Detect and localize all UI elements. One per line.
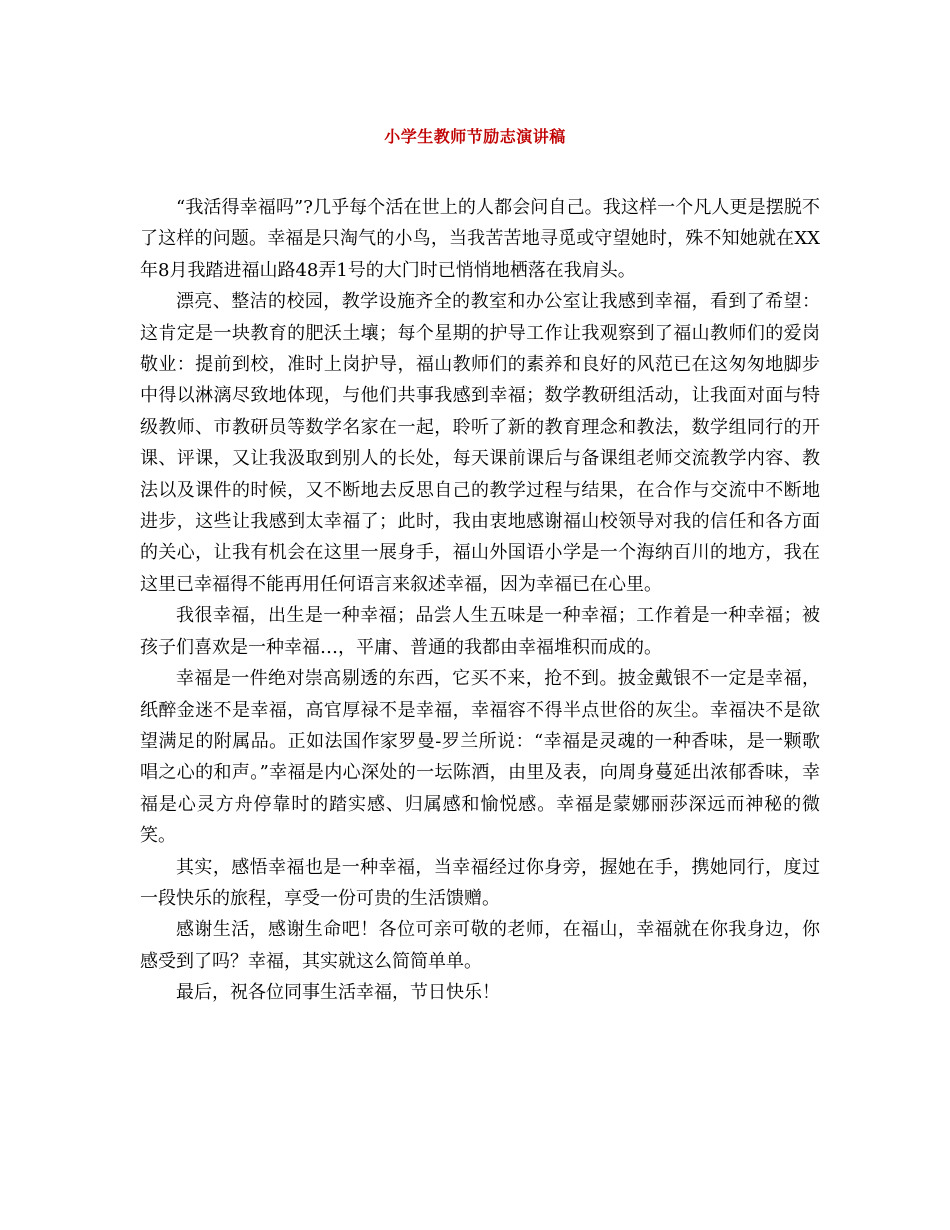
paragraph-5: 其实，感悟幸福也是一种幸福，当幸福经过你身旁，握她在手，携她同行，度过一段快乐的旅程，享受一份可贵的生活馈赠。 <box>140 856 820 909</box>
paragraph-3: 我很幸福，出生是一种幸福；品尝人生五味是一种幸福；工作着是一种幸福；被孩子们喜欢是一种幸福…，平庸、普通的我都由幸福堆积而成的。 <box>140 605 820 658</box>
paragraph-6: 感谢生活，感谢生命吧！各位可亲可敬的老师，在福山，幸福就在你我身边，你感受到了吗？幸福，其实就这么简简单单。 <box>140 919 820 972</box>
document-title: 小学生教师节励志演讲稿 <box>384 127 566 146</box>
document-body <box>140 192 820 1009</box>
paragraph-1: “我活得幸福吗”?几乎每个活在世上的人都会问自己。我这样一个凡人更是摆脱不了这样的问题。幸福是只淘气的小鸟，当我苦苦地寻觅或守望她时，殊不知她就在XX年8月我踏进福山路48弄1号的大门时已悄悄地栖落在我肩头。 <box>140 197 820 281</box>
paragraph-4: 幸福是一件绝对崇高剔透的东西，它买不来，抢不到。披金戴银不一定是幸福，纸醉金迷不是幸福，高官厚禄不是幸福，幸福容不得半点世俗的灰尘。幸福决不是欲望满足的附属品。正如法国作家罗曼-罗兰所说：“幸福是灵魂的一种香味，是一颗歌唱之心的和声。”幸福是内心深处的一坛陈酒，由里及表，向周身蔓延出浓郁香味，幸福是心灵方舟停靠时的踏实感、归属感和愉悦感。幸福是蒙娜丽莎深远而神秘的微笑。 <box>140 668 820 847</box>
paragraph-7: 最后，祝各位同事生活幸福，节日快乐！ <box>176 982 500 1004</box>
paragraph-2: 漂亮、整洁的校园，教学设施齐全的教室和办公室让我感到幸福，看到了希望：这肯定是一块教育的肥沃土壤；每个星期的护导工作让我观察到了福山教师们的爱岗敬业：提前到校，准时上岗护导，福山教师们的素养和良好的风范已在这匆匆地脚步中得以淋漓尽致地体现，与他们共事我感到幸福；数学教研组活动，让我面对面与特级教师、市教研员等数学名家在一起，聆听了新的教育理念和教法，数学组同行的开课、评课，又让我汲取到别人的长处，每天课前课后与备课组老师交流教学内容、教法以及课件的时候，又不断地去反思自己的教学过程与结果，在合作与交流中不断地进步，这些让我感到太幸福了；此时，我由衷地感谢福山校领导对我的信任和各方面的关心，让我有机会在这里一展身手，福山外国语小学是一个海纳百川的地方，我在这里已幸福得不能再用任何语言来叙述幸福，因为幸福已在心里。 <box>140 291 820 595</box>
